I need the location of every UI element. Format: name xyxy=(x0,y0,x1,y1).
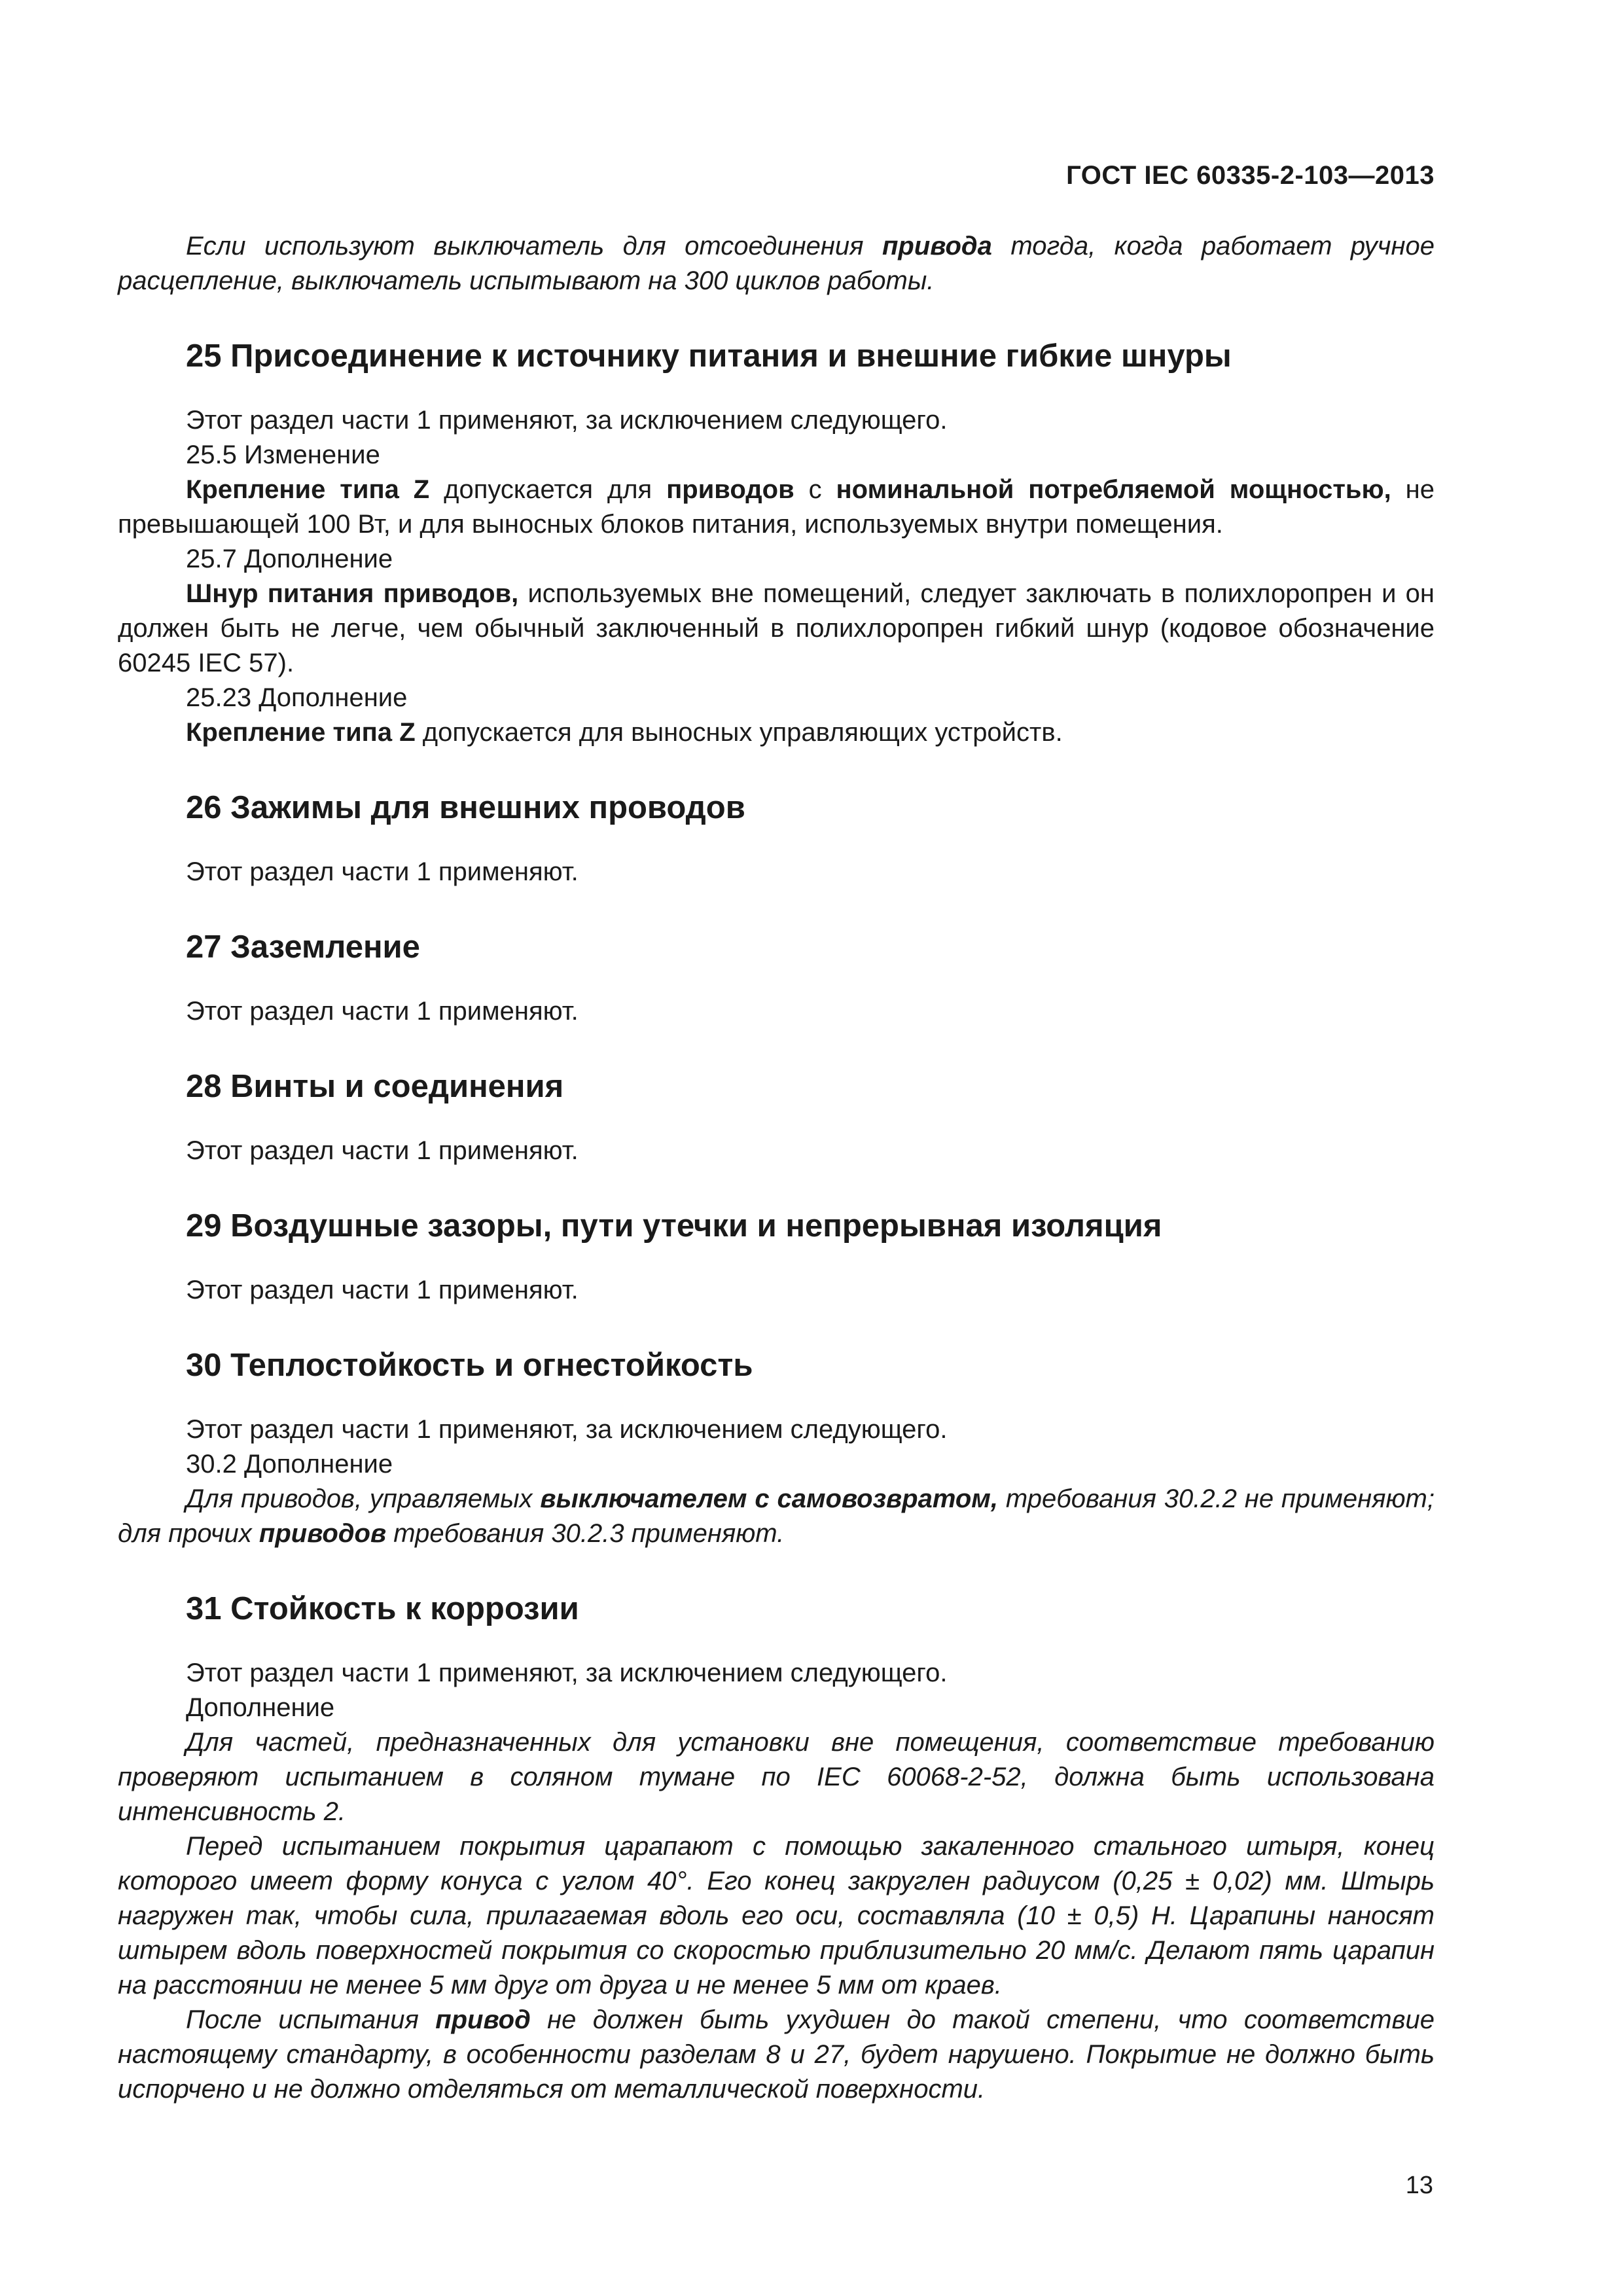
section-29-text: Этот раздел части 1 применяют. xyxy=(186,1276,579,1304)
clause-25-7-text: Шнур питания приводов, используемых вне помещений, следует заключать в полихлоропрен и он должен быть не легче, чем обычный заключенный в полихлоропрен гибкий шнур (кодовое обозначение 60245 IEC 57). xyxy=(118,579,1435,677)
section-31-scope: Этот раздел части 1 применяют, за исключением следующего. xyxy=(186,1659,948,1687)
section-30-scope: Этот раздел части 1 применяют, за исключением следующего. xyxy=(186,1415,948,1444)
clause-30-2-text: Для приводов, управляемых выключателем с самовозвратом, требования 30.2.2 не применяют; для прочих приводов требования 30.2.3 применяют. xyxy=(118,1484,1435,1548)
section-30-heading: 30 Теплостойкость и огнестойкость xyxy=(186,1348,753,1383)
section-25-heading: 25 Присоединение к источнику питания и внешние гибкие шнуры xyxy=(186,338,1232,374)
section-26-heading: 26 Зажимы для внешних проводов xyxy=(186,790,745,825)
section-28-text: Этот раздел части 1 применяют. xyxy=(186,1136,579,1165)
section-27-heading: 27 Заземление xyxy=(186,929,420,965)
document-id: ГОСТ IEC 60335-2-103—2013 xyxy=(1066,161,1435,190)
section-28-heading: 28 Винты и соединения xyxy=(186,1069,564,1104)
clause-25-23-label: 25.23 Дополнение xyxy=(186,683,408,712)
section-31-heading: 31 Стойкость к коррозии xyxy=(186,1591,579,1626)
section-31-paragraph-2: Перед испытанием покрытия царапают с помощью закаленного стального штыря, конец которого имеет форму конуса с углом 40°. Его конец закруглен радиусом (0,25 ± 0,02) мм. Штырь нагружен так, чтобы сила, прилагаемая вдоль его оси, составляла (10 ± 0,5) Н. Царапины наносят штырем вдоль поверхностей покрытия со скоростью приблизительно 20 мм/с. Делают пять царапин на расстоянии не менее 5 мм друг от друга и не менее 5 мм от краев. xyxy=(118,1832,1435,2000)
section-27-text: Этот раздел части 1 применяют. xyxy=(186,997,579,1026)
clause-25-5-label: 25.5 Изменение xyxy=(186,440,380,469)
section-26-text: Этот раздел части 1 применяют. xyxy=(186,857,579,886)
section-31-paragraph-1: Для частей, предназначенных для установки вне помещения, соответствие требованию проверяют испытанием в соляном тумане по IEC 60068-2-52, должна быть использована интенсивность 2. xyxy=(118,1728,1435,1826)
page-number: 13 xyxy=(1405,2172,1433,2199)
section-29-heading: 29 Воздушные зазоры, пути утечки и непрерывная изоляция xyxy=(186,1208,1162,1244)
clause-30-2-label: 30.2 Дополнение xyxy=(186,1450,393,1479)
clause-25-5-text: Крепление типа Z допускается для приводов с номинальной потребляемой мощностью, не превышающей 100 Вт, и для выносных блоков питания, используемых внутри помещения. xyxy=(118,475,1435,539)
clause-25-7-label: 25.7 Дополнение xyxy=(186,545,393,573)
intro-paragraph: Если используют выключатель для отсоединения привода тогда, когда работает ручное расцепление, выключатель испытывают на 300 циклов работы. xyxy=(118,232,1435,295)
section-25-scope: Этот раздел части 1 применяют, за исключением следующего. xyxy=(186,406,948,435)
clause-25-23-text: Крепление типа Z допускается для выносных управляющих устройств. xyxy=(186,718,1063,747)
section-31-paragraph-3: После испытания привод не должен быть ухудшен до такой степени, что соответствие настоящему стандарту, в особенности разделам 8 и 27, будет нарушено. Покрытие не должно быть испорчено и не должно отделяться от металлической поверхности. xyxy=(118,2005,1435,2104)
document-body xyxy=(118,229,1435,2107)
section-31-addition-label: Дополнение xyxy=(186,1693,335,1722)
